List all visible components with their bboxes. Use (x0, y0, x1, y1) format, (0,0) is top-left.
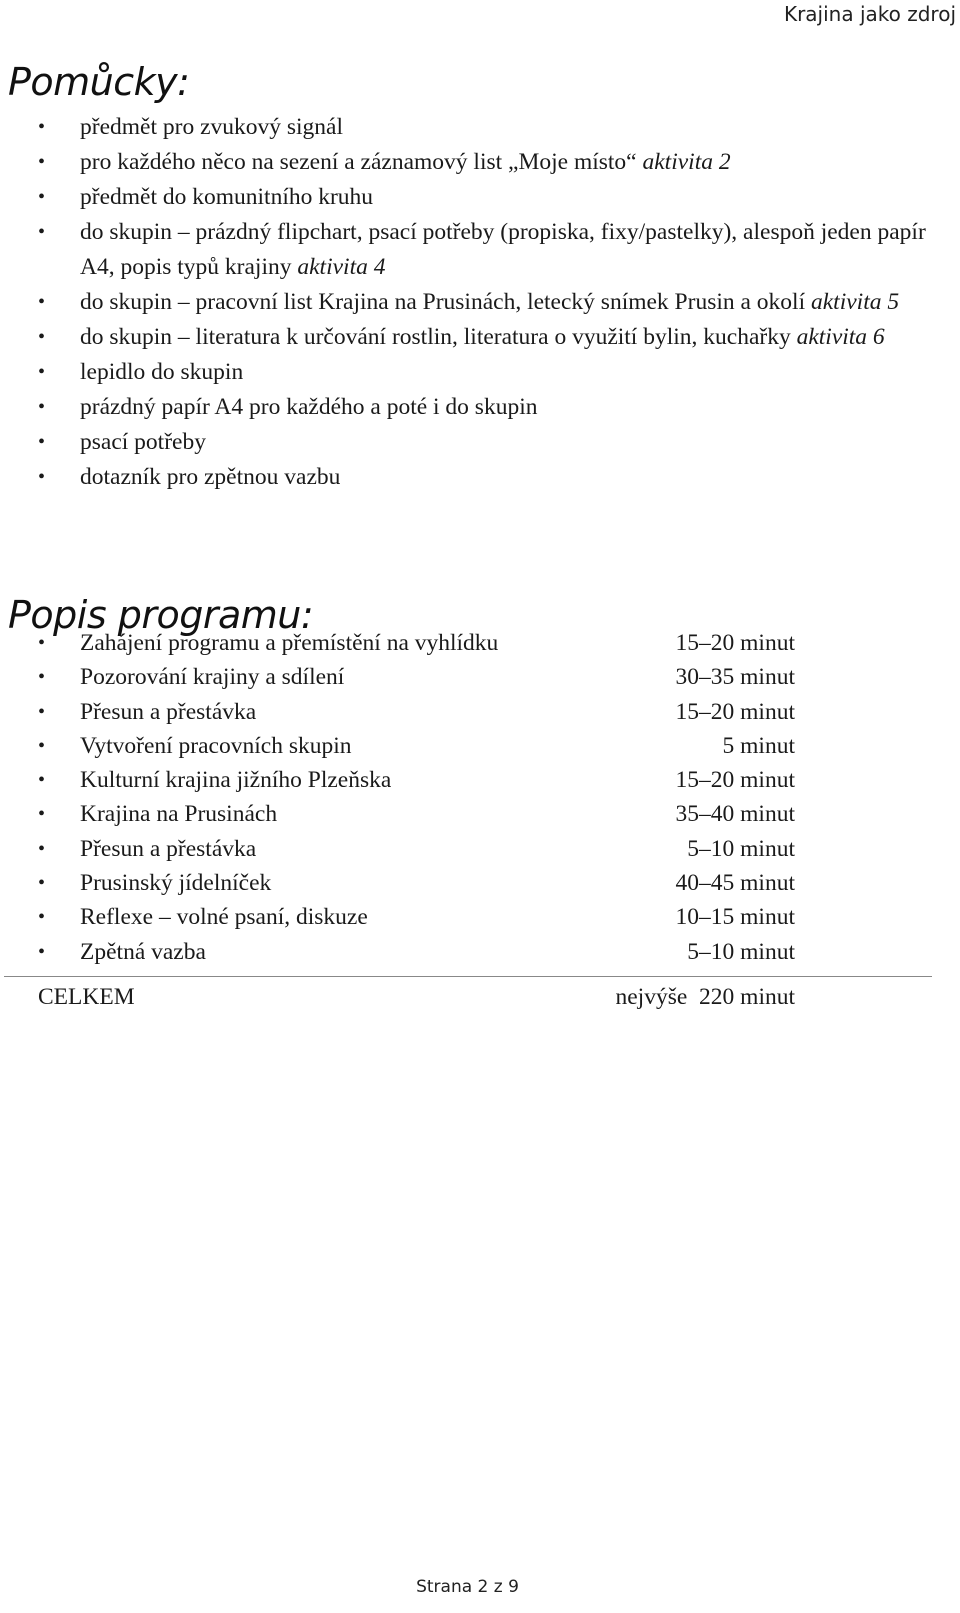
item-text: předmět pro zvukový signál (80, 114, 344, 140)
list-item (0, 285, 945, 320)
list-item (0, 355, 945, 390)
program-step: Zahájení programu a přemístění na vyhlídku (80, 630, 499, 656)
program-row (0, 900, 960, 934)
program-step: Vytvoření pracovních skupin (80, 732, 352, 759)
item-text: do skupin – literatura k určování rostlin, literatura o využití bylin, kuchařky (80, 324, 791, 350)
program-duration: 10–15 minut (675, 904, 795, 931)
program-duration: 15–20 minut (675, 630, 795, 656)
item-text: prázdný papír A4 pro každého a poté i do skupin (80, 394, 538, 420)
program-row (0, 626, 960, 660)
program-step: Přesun a přestávka (80, 698, 257, 725)
program-duration: 15–20 minut (675, 767, 795, 794)
program-duration: 35–40 minut (675, 801, 795, 828)
program-row (0, 797, 960, 831)
program-step: Pozorování krajiny a sdílení (80, 664, 345, 691)
activity-ref: aktivita 6 (796, 324, 885, 350)
program-step: Prusinský jídelníček (80, 870, 272, 897)
list-item (0, 110, 945, 145)
program-step: Kulturní krajina jižního Plzeňska (80, 767, 392, 794)
item-text: lepidlo do skupin (80, 359, 244, 385)
program-duration: 30–35 minut (675, 664, 795, 691)
program-row (0, 935, 960, 969)
program-list (0, 626, 960, 969)
list-item (0, 145, 945, 180)
program-row (0, 660, 960, 694)
list-item (0, 460, 945, 495)
program-duration: 5–10 minut (687, 938, 795, 965)
supplies-heading: Pomůcky: (8, 60, 190, 104)
activity-ref: aktivita 2 (642, 149, 731, 175)
program-duration: 5–10 minut (687, 835, 795, 862)
program-step: Reflexe – volné psaní, diskuze (80, 904, 368, 931)
item-text: pro každého něco na sezení a záznamový list „Moje místo“ (80, 149, 637, 175)
page-number: Strana 2 z 9 (416, 1577, 519, 1597)
program-row (0, 729, 960, 763)
list-item (0, 180, 945, 215)
activity-ref: aktivita 5 (811, 289, 900, 315)
program-row (0, 763, 960, 797)
total-value: nejvýše 220 minut (615, 984, 795, 1010)
program-row (0, 832, 960, 866)
total-divider (4, 976, 932, 977)
running-header: Krajina jako zdroj (783, 2, 956, 26)
total-label: CELKEM (38, 984, 135, 1010)
list-item (0, 425, 945, 460)
program-duration: 40–45 minut (675, 870, 795, 897)
supplies-list (0, 110, 945, 495)
program-row (0, 695, 960, 729)
item-text: dotazník pro zpětnou vazbu (80, 464, 341, 490)
program-step: Zpětná vazba (80, 938, 206, 965)
activity-ref: aktivita 4 (297, 254, 386, 280)
program-heading: Popis programu: (8, 593, 314, 637)
list-item (0, 215, 945, 285)
item-text: psací potřeby (80, 429, 206, 455)
item-text: do skupin – prázdný flipchart, psací potřeby (propiska, fixy/pastelky), alespoň jeden papír A4, popis typů krajiny (80, 219, 926, 280)
program-step: Přesun a přestávka (80, 835, 257, 862)
item-text: předmět do komunitního kruhu (80, 184, 374, 210)
program-row (0, 866, 960, 900)
list-item (0, 320, 945, 355)
program-duration: 15–20 minut (675, 698, 795, 725)
program-duration: 5 minut (722, 732, 795, 759)
item-text: do skupin – pracovní list Krajina na Prusinách, letecký snímek Prusin a okolí (80, 289, 806, 315)
program-step: Krajina na Prusinách (80, 801, 278, 828)
list-item (0, 390, 945, 425)
